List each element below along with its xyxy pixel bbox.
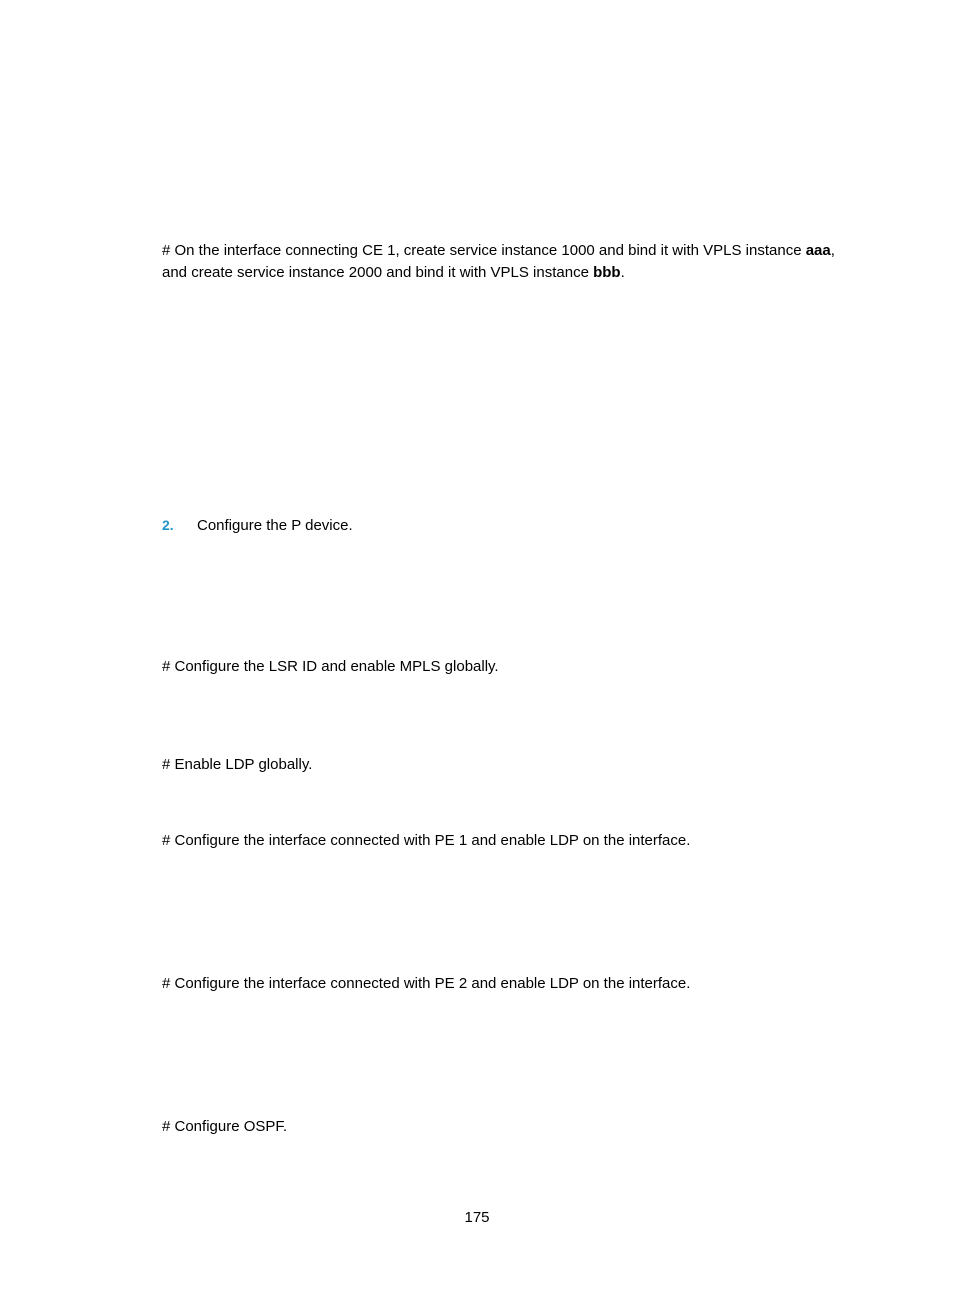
paragraph-line-2: and create service instance 2000 and bind it with VPLS instance bbb. <box>162 264 625 281</box>
page-number: 175 <box>464 1209 490 1226</box>
paragraph-service-instance <box>162 240 874 284</box>
paragraph-ospf: # Configure OSPF. <box>162 1118 288 1135</box>
paragraph-enable-ldp: # Enable LDP globally. <box>162 756 313 773</box>
paragraph-line-1: # On the interface connecting CE 1, create service instance 1000 and bind it with VPLS instance aaa, <box>162 242 835 259</box>
step-configure-p-device <box>162 514 353 537</box>
paragraph-lsr-id: # Configure the LSR ID and enable MPLS globally. <box>162 658 499 675</box>
paragraph-interface-pe2: # Configure the interface connected with PE 2 and enable LDP on the interface. <box>162 975 691 992</box>
step-label: Configure the P device. <box>197 517 353 534</box>
step-number: 2. <box>162 517 174 533</box>
paragraph-interface-pe1: # Configure the interface connected with PE 1 and enable LDP on the interface. <box>162 832 691 849</box>
vpls-instance-aaa: aaa <box>805 242 831 259</box>
vpls-instance-bbb: bbb <box>593 264 621 281</box>
